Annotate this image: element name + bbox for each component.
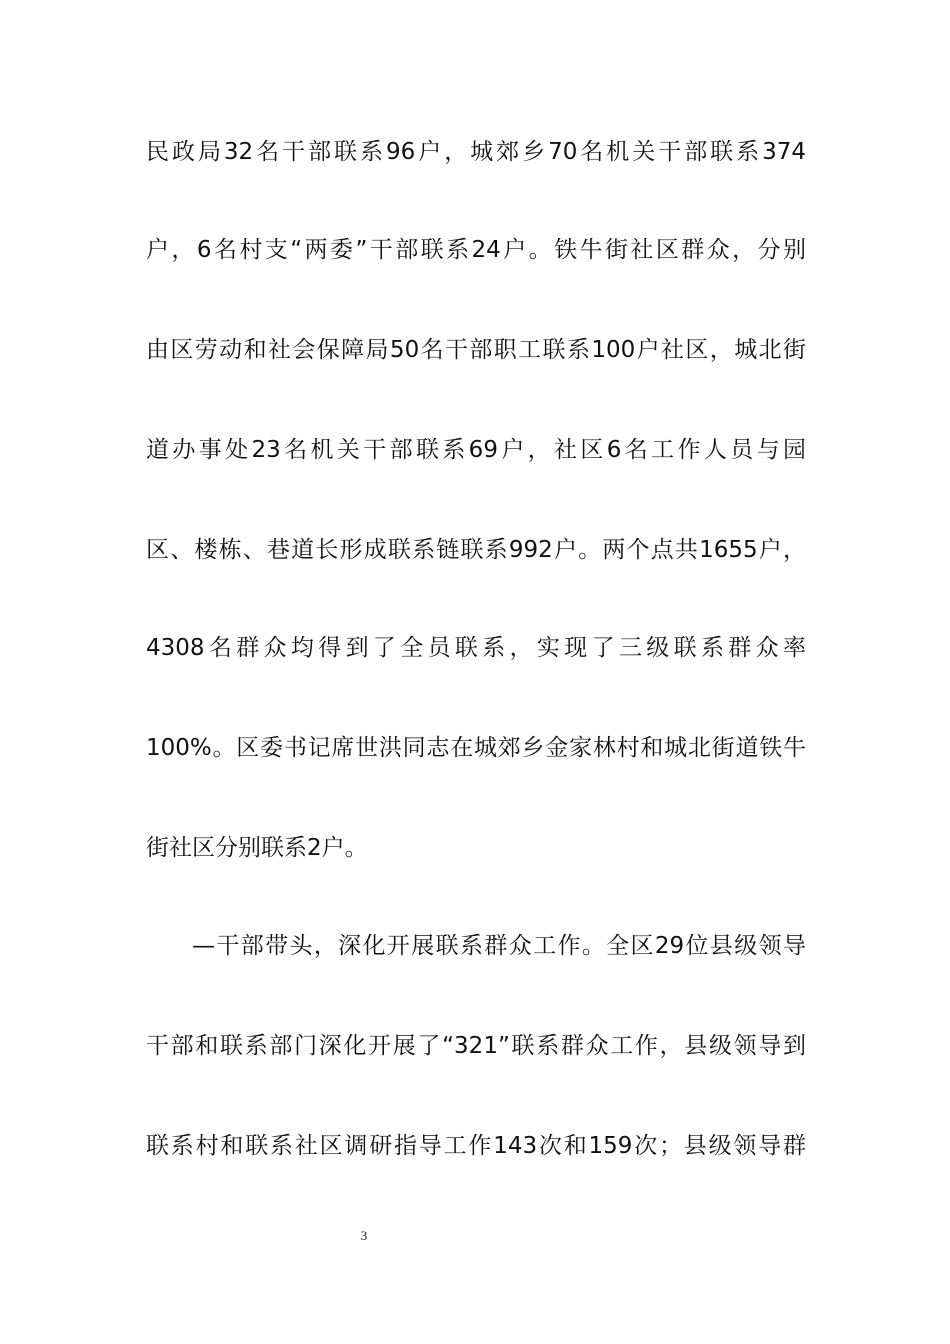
body-text-line: 干部和联系部门深化开展了“321”联系群众工作，县级领导到 (146, 1033, 806, 1059)
body-text-line: 街社区分别联系2户。 (146, 835, 368, 861)
page-number: 3 (360, 1228, 368, 1243)
body-text-line: 户，6名村支“两委”干部联系24户。铁牛街社区群众，分别 (146, 237, 806, 263)
body-text-line: 100%。区委书记席世洪同志在城郊乡金家林村和城北街道铁牛 (146, 735, 806, 761)
body-text-line: 区、楼栋、巷道长形成联系链联系992户。两个点共1655户， (146, 537, 806, 563)
body-text-line: 由区劳动和社会保障局50名干部职工联系100户社区，城北街 (146, 337, 806, 363)
body-text-line: 联系村和联系社区调研指导工作143次和159次；县级领导群 (146, 1133, 806, 1159)
body-text-line: 民政局32名干部联系96户，城郊乡70名机关干部联系374 (146, 139, 806, 165)
body-text-line: 道办事处23名机关干部联系69户，社区6名工作人员与园 (146, 437, 806, 463)
body-text-line: 4308名群众均得到了全员联系，实现了三级联系群众率 (146, 635, 806, 661)
paragraph-first-line: —干部带头，深化开展联系群众工作。全区29位县级领导 (192, 933, 806, 959)
